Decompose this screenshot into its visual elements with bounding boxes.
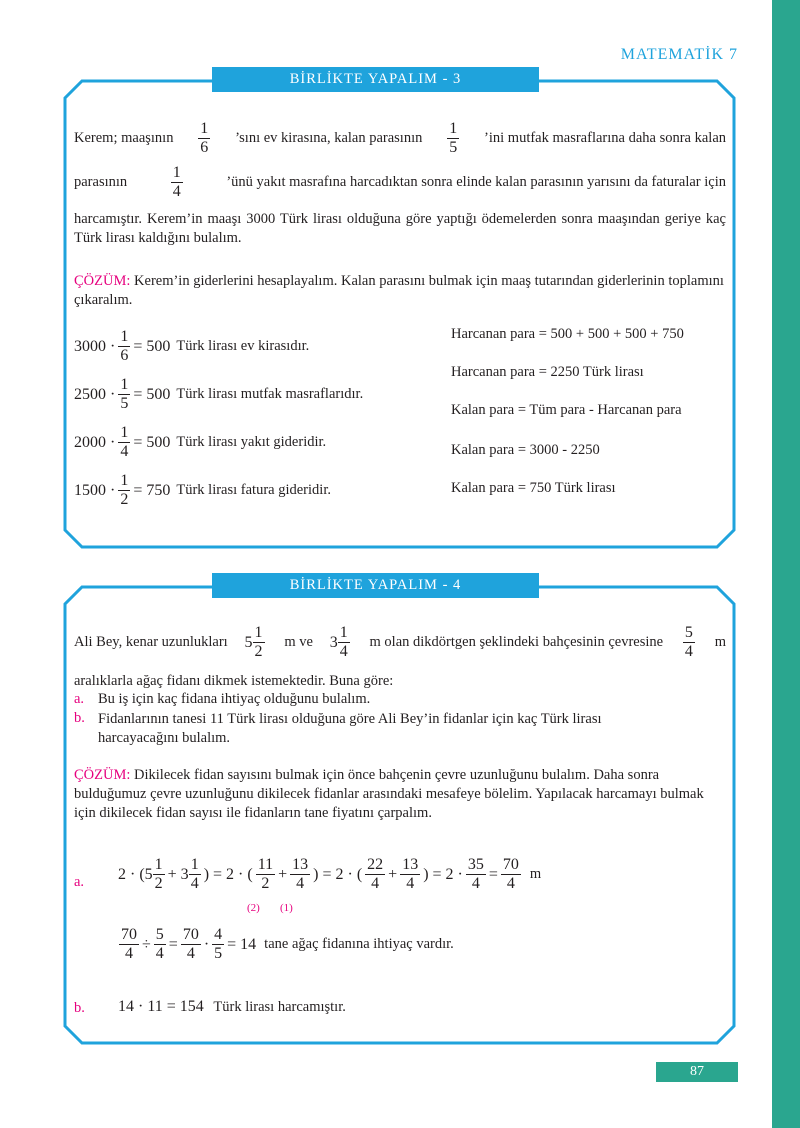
denominator: 4	[155, 945, 164, 962]
fraction	[189, 856, 201, 893]
expansion-note: (1)	[280, 902, 293, 914]
problem-text: m	[714, 634, 726, 650]
problem-text: ’ini mutfak masraflarına daha sonra kalan	[484, 130, 726, 146]
denominator: 4	[684, 643, 693, 660]
problem-text: m olan dikdörtgen şeklindeki bahçesinin çevresine	[369, 634, 664, 650]
denominator: 5	[120, 395, 129, 412]
eq-term: ) = 2 · (	[313, 865, 363, 883]
numerator: 1	[154, 856, 163, 873]
eq-term: =	[488, 865, 498, 883]
eq-b-label: b.	[74, 1000, 85, 1016]
calc-text: Türk lirası fatura gideridir.	[176, 482, 331, 498]
calc-text: Türk lirası yakıt gideridir.	[176, 434, 327, 450]
solution-label: ÇÖZÜM:	[74, 273, 131, 289]
problem-line-1	[74, 624, 726, 661]
denominator: 6	[120, 347, 129, 364]
fraction	[119, 926, 139, 963]
problem-text: ’ünü yakıt masrafına harcadıktan sonra elinde kalan parasının yarısını da faturalar için	[226, 174, 726, 190]
numerator: 1	[190, 856, 199, 873]
activity-box-3	[62, 71, 737, 550]
numerator: 13	[402, 856, 419, 873]
numerator: 35	[467, 856, 484, 873]
denominator: 4	[120, 443, 129, 460]
numerator: 1	[339, 624, 348, 641]
denominator: 4	[172, 183, 181, 200]
calc-lhs: 3000 ·	[74, 337, 116, 355]
numerator: 1	[254, 624, 263, 641]
denominator: 4	[471, 875, 480, 892]
fraction	[198, 120, 210, 157]
numerator: 70	[502, 856, 519, 873]
activity-banner-4: BİRLİKTE YAPALIM - 4	[212, 573, 539, 598]
step-line: Kalan para = 750 Türk lirası	[451, 480, 616, 496]
eq-text: tane ağaç fidanına ihtiyaç vardır.	[264, 936, 454, 952]
calc-text: Türk lirası ev kirasıdır.	[176, 338, 310, 354]
eq-term: +	[388, 865, 398, 883]
fraction	[447, 120, 459, 157]
denominator: 4	[296, 875, 305, 892]
mixed-number	[245, 624, 268, 661]
calc-row	[74, 472, 331, 509]
numerator: 1	[172, 164, 181, 181]
eq-term: 14 · 11 = 154	[118, 998, 204, 1015]
denominator: 2	[154, 875, 163, 892]
fraction	[253, 624, 265, 661]
fraction	[466, 856, 486, 893]
fraction	[181, 926, 201, 963]
numerator: 4	[214, 926, 223, 943]
numerator: 70	[121, 926, 137, 943]
denominator: 4	[339, 643, 348, 660]
solution-paragraph	[74, 272, 726, 310]
problem-text: Ali Bey, kenar uzunlukları	[74, 634, 228, 650]
page-number: 87	[656, 1062, 738, 1082]
numerator: 1	[449, 120, 458, 137]
numerator: 1	[120, 328, 129, 345]
eq-term: =	[168, 935, 178, 953]
numerator: 1	[120, 376, 129, 393]
question-a	[74, 691, 370, 708]
numerator: 70	[182, 926, 199, 943]
calc-lhs: 2500 ·	[74, 385, 116, 403]
fraction	[501, 856, 521, 893]
item-text: Bu iş için kaç fidana ihtiyaç olduğunu bulalım.	[98, 691, 371, 707]
numerator: 13	[292, 856, 309, 873]
calc-result: = 750	[133, 481, 171, 499]
denominator: 4	[125, 945, 133, 962]
side-color-bar	[772, 0, 800, 1128]
denominator: 2	[254, 643, 263, 660]
denominator: 5	[214, 945, 223, 962]
book-title: MATEMATİK 7	[620, 46, 738, 63]
denominator: 5	[449, 139, 458, 156]
problem-text: parasının	[74, 174, 128, 190]
eq-term: ) = 2 ·	[423, 865, 463, 883]
eq-text: Türk lirası harcamıştır.	[213, 999, 346, 1015]
fraction	[683, 624, 695, 661]
activity-banner-3: BİRLİKTE YAPALIM - 3	[212, 67, 539, 92]
calc-lhs: 1500 ·	[74, 481, 116, 499]
expansion-note: (2)	[247, 902, 260, 914]
calc-row	[74, 328, 309, 365]
whole-part: 5	[244, 633, 253, 651]
eq-a	[118, 856, 541, 893]
fraction	[212, 926, 224, 963]
fraction	[290, 856, 310, 893]
calc-result: = 500	[133, 337, 171, 355]
calc-text: Türk lirası mutfak masraflarıdır.	[176, 386, 364, 402]
eq-term: ·	[203, 935, 210, 953]
eq-b	[118, 998, 346, 1016]
denominator: 2	[261, 875, 270, 892]
mixed-number	[330, 624, 353, 661]
solution-paragraph	[74, 766, 726, 823]
fraction	[338, 624, 350, 661]
numerator: 22	[367, 856, 384, 873]
question-b	[74, 710, 674, 748]
eq-term: + 3	[167, 865, 189, 883]
denominator: 6	[200, 139, 209, 156]
problem-text: harcamıştır. Kerem’in maaşı 3000 Türk lirası olduğuna göre yaptığı ödemelerden sonra maaşından geriye kaç Türk lirası kaldığını bulalım.	[74, 211, 726, 246]
calc-lhs: 2000 ·	[74, 433, 116, 451]
solution-label: ÇÖZÜM:	[74, 767, 131, 783]
problem-text: m ve	[284, 634, 313, 650]
fraction	[256, 856, 275, 893]
fraction	[118, 472, 130, 509]
numerator: 1	[120, 424, 129, 441]
eq-term: = 14	[227, 935, 257, 953]
calc-row	[74, 376, 363, 413]
item-text: Fidanlarının tanesi 11 Türk lirası olduğuna göre Ali Bey’in fidanlar için kaç Türk lirası harcayacağını bulalım.	[98, 711, 602, 746]
numerator: 5	[684, 624, 693, 641]
eq-a-label: a.	[74, 874, 85, 890]
solution-text: Dikilecek fidan sayısını bulmak için önce bahçenin çevre uzunluğunu bulalım. Daha sonra bulduğumuz çevre uzunluğunu dikilecek fidanlar arasındaki mesafeye bölelim. Yapılacak harcamayı bulmak için dikilecek fidan sayısı ile fidanların tane fiyatını çarpalım.	[74, 767, 704, 821]
step-line: Harcanan para = 2250 Türk lirası	[451, 364, 644, 380]
problem-text: Kerem; maaşının	[74, 130, 174, 146]
step-line: Kalan para = Tüm para - Harcanan para	[451, 402, 682, 418]
fraction	[153, 856, 165, 893]
eq-term: +	[278, 865, 288, 883]
step-line: Harcanan para = 500 + 500 + 500 + 750	[451, 326, 684, 342]
denominator: 4	[371, 875, 380, 892]
denominator: 4	[190, 875, 199, 892]
calc-result: = 500	[133, 385, 171, 403]
calc-result: = 500	[133, 433, 171, 451]
fraction	[118, 328, 130, 365]
eq-term: 2 · (5	[118, 865, 153, 883]
fraction	[118, 376, 130, 413]
solution-text: Kerem’in giderlerini hesaplayalım. Kalan parasını bulmak için maaş tutarından giderlerinin toplamını çıkaralım.	[74, 273, 724, 308]
item-label: b.	[74, 710, 85, 726]
denominator: 4	[506, 875, 515, 892]
fraction	[171, 164, 183, 201]
denominator: 2	[120, 491, 129, 508]
numerator: 11	[257, 856, 274, 873]
problem-line-1	[74, 120, 726, 157]
activity-box-4	[62, 577, 737, 1046]
eq-term: ) = 2 · (	[203, 865, 253, 883]
eq-unit: m	[529, 866, 542, 882]
eq-term: ÷	[142, 935, 151, 953]
fraction	[365, 856, 385, 893]
eq-division	[116, 926, 454, 963]
denominator: 4	[186, 945, 195, 962]
calc-row	[74, 424, 326, 461]
whole-part: 3	[329, 633, 338, 651]
problem-text: ’sını ev kirasına, kalan parasının	[235, 130, 423, 146]
problem-text: aralıklarla ağaç fidanı dikmek istemektedir. Buna göre:	[74, 673, 394, 689]
step-line: Kalan para = 3000 - 2250	[451, 442, 600, 458]
fraction	[154, 926, 166, 963]
problem-line-2	[74, 164, 726, 201]
numerator: 1	[200, 120, 209, 137]
numerator: 1	[120, 472, 129, 489]
numerator: 5	[155, 926, 164, 943]
denominator: 4	[406, 875, 415, 892]
fraction	[400, 856, 420, 893]
item-label: a.	[74, 691, 85, 707]
fraction	[118, 424, 130, 461]
